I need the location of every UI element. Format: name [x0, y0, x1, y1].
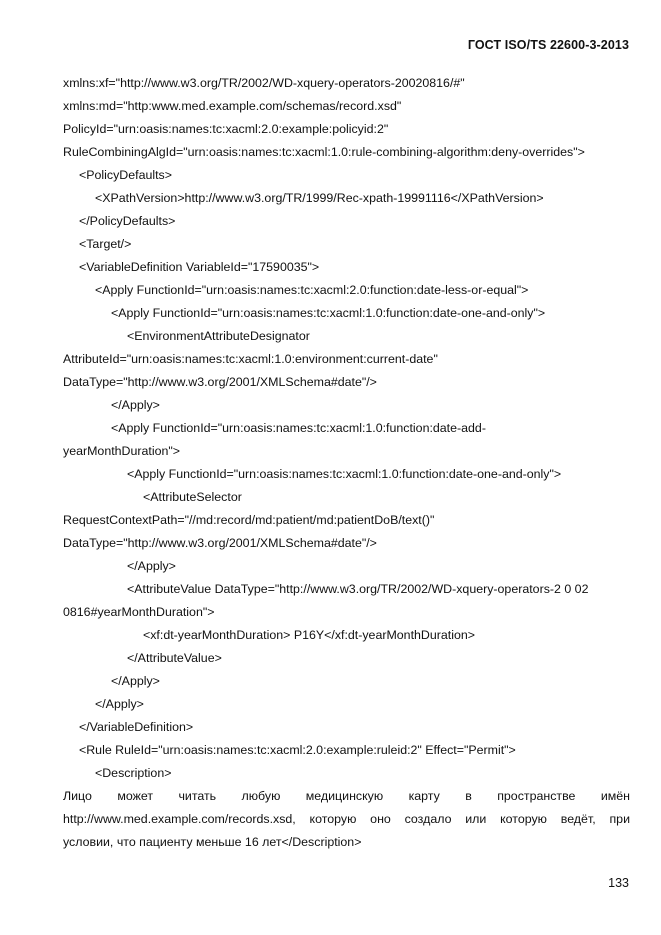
text-line: <Apply FunctionId="urn:oasis:names:tc:xacml:2.0:function:date-less-or-equal">	[95, 283, 529, 297]
page-number: 133	[608, 876, 629, 890]
text-line: </Apply>	[95, 697, 144, 711]
text-line: <xf:dt-yearMonthDuration> P16Y</xf:dt-yearMonthDuration>	[143, 628, 475, 642]
text-line: <Apply FunctionId="urn:oasis:names:tc:xacml:1.0:function:date-add-	[111, 421, 486, 435]
text-line: DataType="http://www.w3.org/2001/XMLSchema#date"/>	[63, 536, 377, 550]
text-line: xmlns:md="http:www.med.example.com/schemas/record.xsd"	[63, 99, 402, 113]
text-line: </Apply>	[127, 559, 176, 573]
text-line: xmlns:xf="http://www.w3.org/TR/2002/WD-xquery-operators-20020816/#"	[63, 76, 465, 90]
xml-policy-listing	[63, 72, 630, 854]
text-line: условии, что пациенту меньше 16 лет</Description>	[63, 835, 362, 849]
text-line: RuleCombiningAlgId="urn:oasis:names:tc:xacml:1.0:rule-combining-algorithm:deny-overrides">	[63, 145, 585, 159]
text-line: </Apply>	[111, 674, 160, 688]
text-line: PolicyId="urn:oasis:names:tc:xacml:2.0:example:policyid:2"	[63, 122, 389, 136]
text-line: RequestContextPath="//md:record/md:patient/md:patientDoB/text()"	[63, 513, 435, 527]
text-line: <AttributeSelector	[143, 490, 242, 504]
text-line: <Target/>	[79, 237, 132, 251]
text-line: <Apply FunctionId="urn:oasis:names:tc:xacml:1.0:function:date-one-and-only">	[127, 467, 562, 481]
text-line: <VariableDefinition VariableId="17590035">	[79, 260, 320, 274]
text-line: <PolicyDefaults>	[79, 168, 172, 182]
text-line: </PolicyDefaults>	[79, 214, 176, 228]
text-line: AttributeId="urn:oasis:names:tc:xacml:1.0:environment:current-date"	[63, 352, 438, 366]
standard-header: ГОСТ ISO/TS 22600-3-2013	[467, 38, 629, 52]
text-line: 0816#yearMonthDuration">	[63, 605, 215, 619]
text-line: </AttributeValue>	[127, 651, 222, 665]
text-line: <XPathVersion>http://www.w3.org/TR/1999/Rec-xpath-19991116</XPathVersion>	[95, 191, 544, 205]
text-line: </VariableDefinition>	[79, 720, 194, 734]
text-line: </Apply>	[111, 398, 160, 412]
text-line: <Description>	[95, 766, 172, 780]
text-line: <Apply FunctionId="urn:oasis:names:tc:xacml:1.0:function:date-one-and-only">	[111, 306, 546, 320]
text-line: <Rule RuleId="urn:oasis:names:tc:xacml:2.0:example:ruleid:2" Effect="Permit">	[79, 743, 516, 757]
text-line: <EnvironmentAttributeDesignator	[127, 329, 310, 343]
text-line: yearMonthDuration">	[63, 444, 181, 458]
text-line: DataType="http://www.w3.org/2001/XMLSchema#date"/>	[63, 375, 377, 389]
text-line: Лицо может читать любую медицинскую карту в пространстве имён	[63, 789, 630, 803]
text-line: http://www.med.example.com/records.xsd, которую оно создало или которую ведёт, при	[63, 812, 630, 826]
text-line: <AttributeValue DataType="http://www.w3.org/TR/2002/WD-xquery-operators-2 0 02	[127, 582, 589, 596]
